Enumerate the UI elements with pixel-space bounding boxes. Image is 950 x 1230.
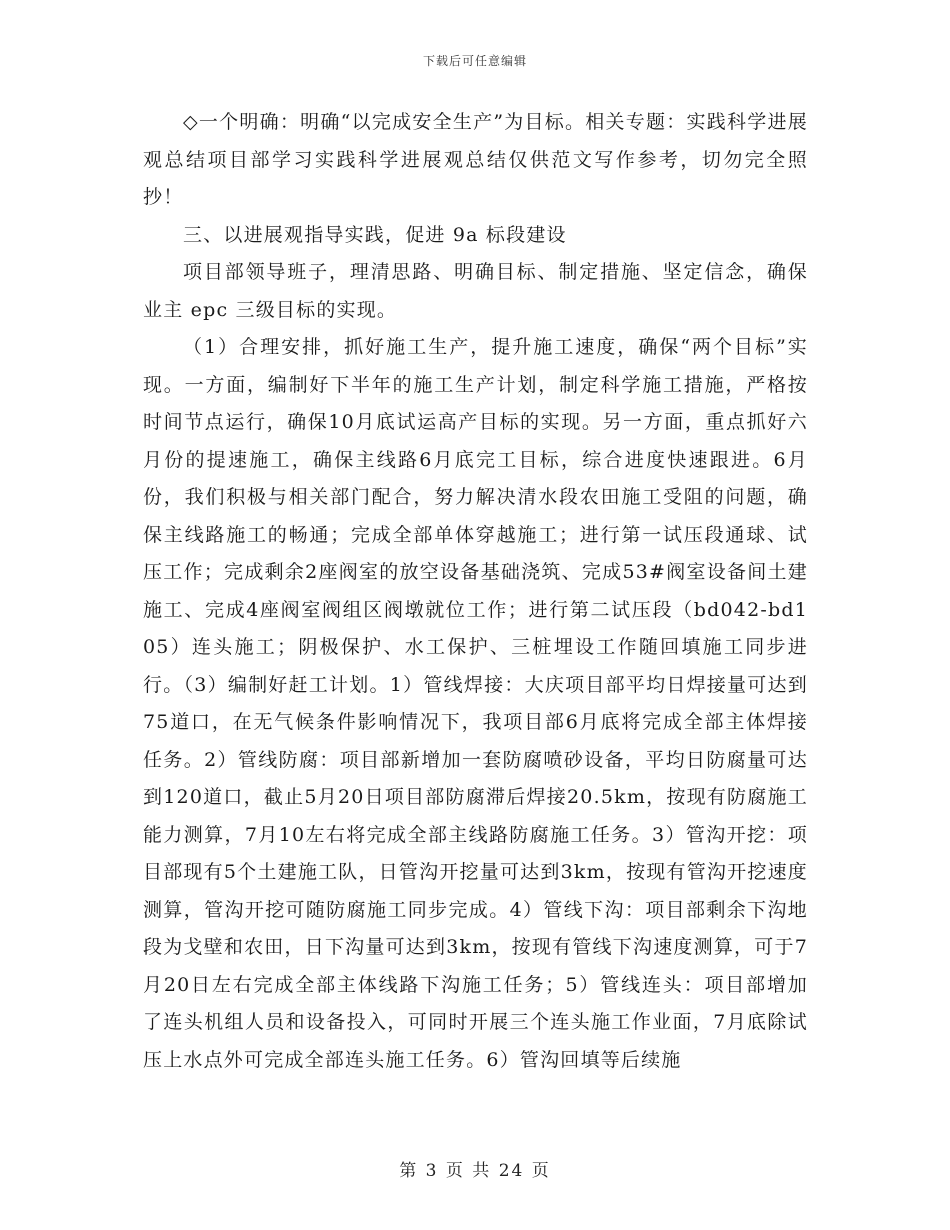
page-footer bbox=[0, 1156, 950, 1181]
page-header-note: 下载后可任意编辑 bbox=[422, 54, 527, 68]
document-body bbox=[143, 104, 808, 1079]
footer-total-label: 共 bbox=[472, 1161, 492, 1181]
footer-prefix: 第 bbox=[399, 1161, 419, 1181]
footer-current-page: 3 bbox=[425, 1161, 439, 1181]
paragraph-1: ◇一个明确：明确“以完成安全生产”为目标。相关专题：实践科学进展观总结项目部学习实践科学进展观总结仅供范文写作参考，切勿完全照抄！ bbox=[143, 111, 808, 208]
section-heading: 三、以进展观指导实践，促进 9a 标段建设 bbox=[183, 223, 567, 246]
paragraph-3: （1）合理安排，抓好施工生产，提升施工速度，确保“两个目标”实现。一方面，编制好下半年的施工生产计划，制定科学施工措施，严格按时间节点运行，确保10月底试运高产目标的实现。另一方面，重点抓好六月份的提速施工，确保主线路6月底完工目标，综合进度快速跟进。6月份，我们积极与相关部门配合，努力解决清水段农田施工受阻的问题，确保主线路施工的畅通；完成全部单体穿越施工；进行第一试压段通球、试压工作；完成剩余2座阀室的放空设备基础浇筑、完成53#阀室设备间土建施工、完成4座阀室阀组区阀墩就位工作；进行第二试压段（bd042-bd105）连头施工；阴极保护、水工保护、三桩埋设工作随回填施工同步进行。（3）编制好赶工计划。1）管线焊接：大庆项目部平均日焊接量可达到75道口，在无气候条件影响情况下，我项目部6月底将完成全部主体焊接任务。2）管线防腐：项目部新增加一套防腐喷砂设备，平均日防腐量可达到120道口，截止5月20日项目部防腐滞后焊接20.5km，按现有防腐施工能力测算，7月10左右将完成全部主线路防腐施工任务。3）管沟开挖：项目部现有5个土建施工队，日管沟开挖量可达到3km，按现有管沟开挖速度测算，管沟开挖可随防腐施工同步完成。4）管线下沟：项目部剩余下沟地段为戈壁和农田，日下沟量可达到3km，按现有管线下沟速度测算，可于7月20日左右完成全部主体线路下沟施工任务；5）管线连头：项目部增加了连头机组人员和设备投入，可同时开展三个连头施工作业面，7月底除试压上水点外可完成全部连头施工任务。6）管沟回填等后续施 bbox=[143, 336, 808, 1071]
footer-total-pages: 24 bbox=[498, 1161, 525, 1181]
paragraph-2: 项目部领导班子，理清思路、明确目标、制定措施、坚定信念，确保业主 epc 三级目标的实现。 bbox=[143, 261, 808, 321]
footer-page-label: 页 bbox=[445, 1161, 465, 1181]
footer-suffix: 页 bbox=[531, 1161, 551, 1181]
